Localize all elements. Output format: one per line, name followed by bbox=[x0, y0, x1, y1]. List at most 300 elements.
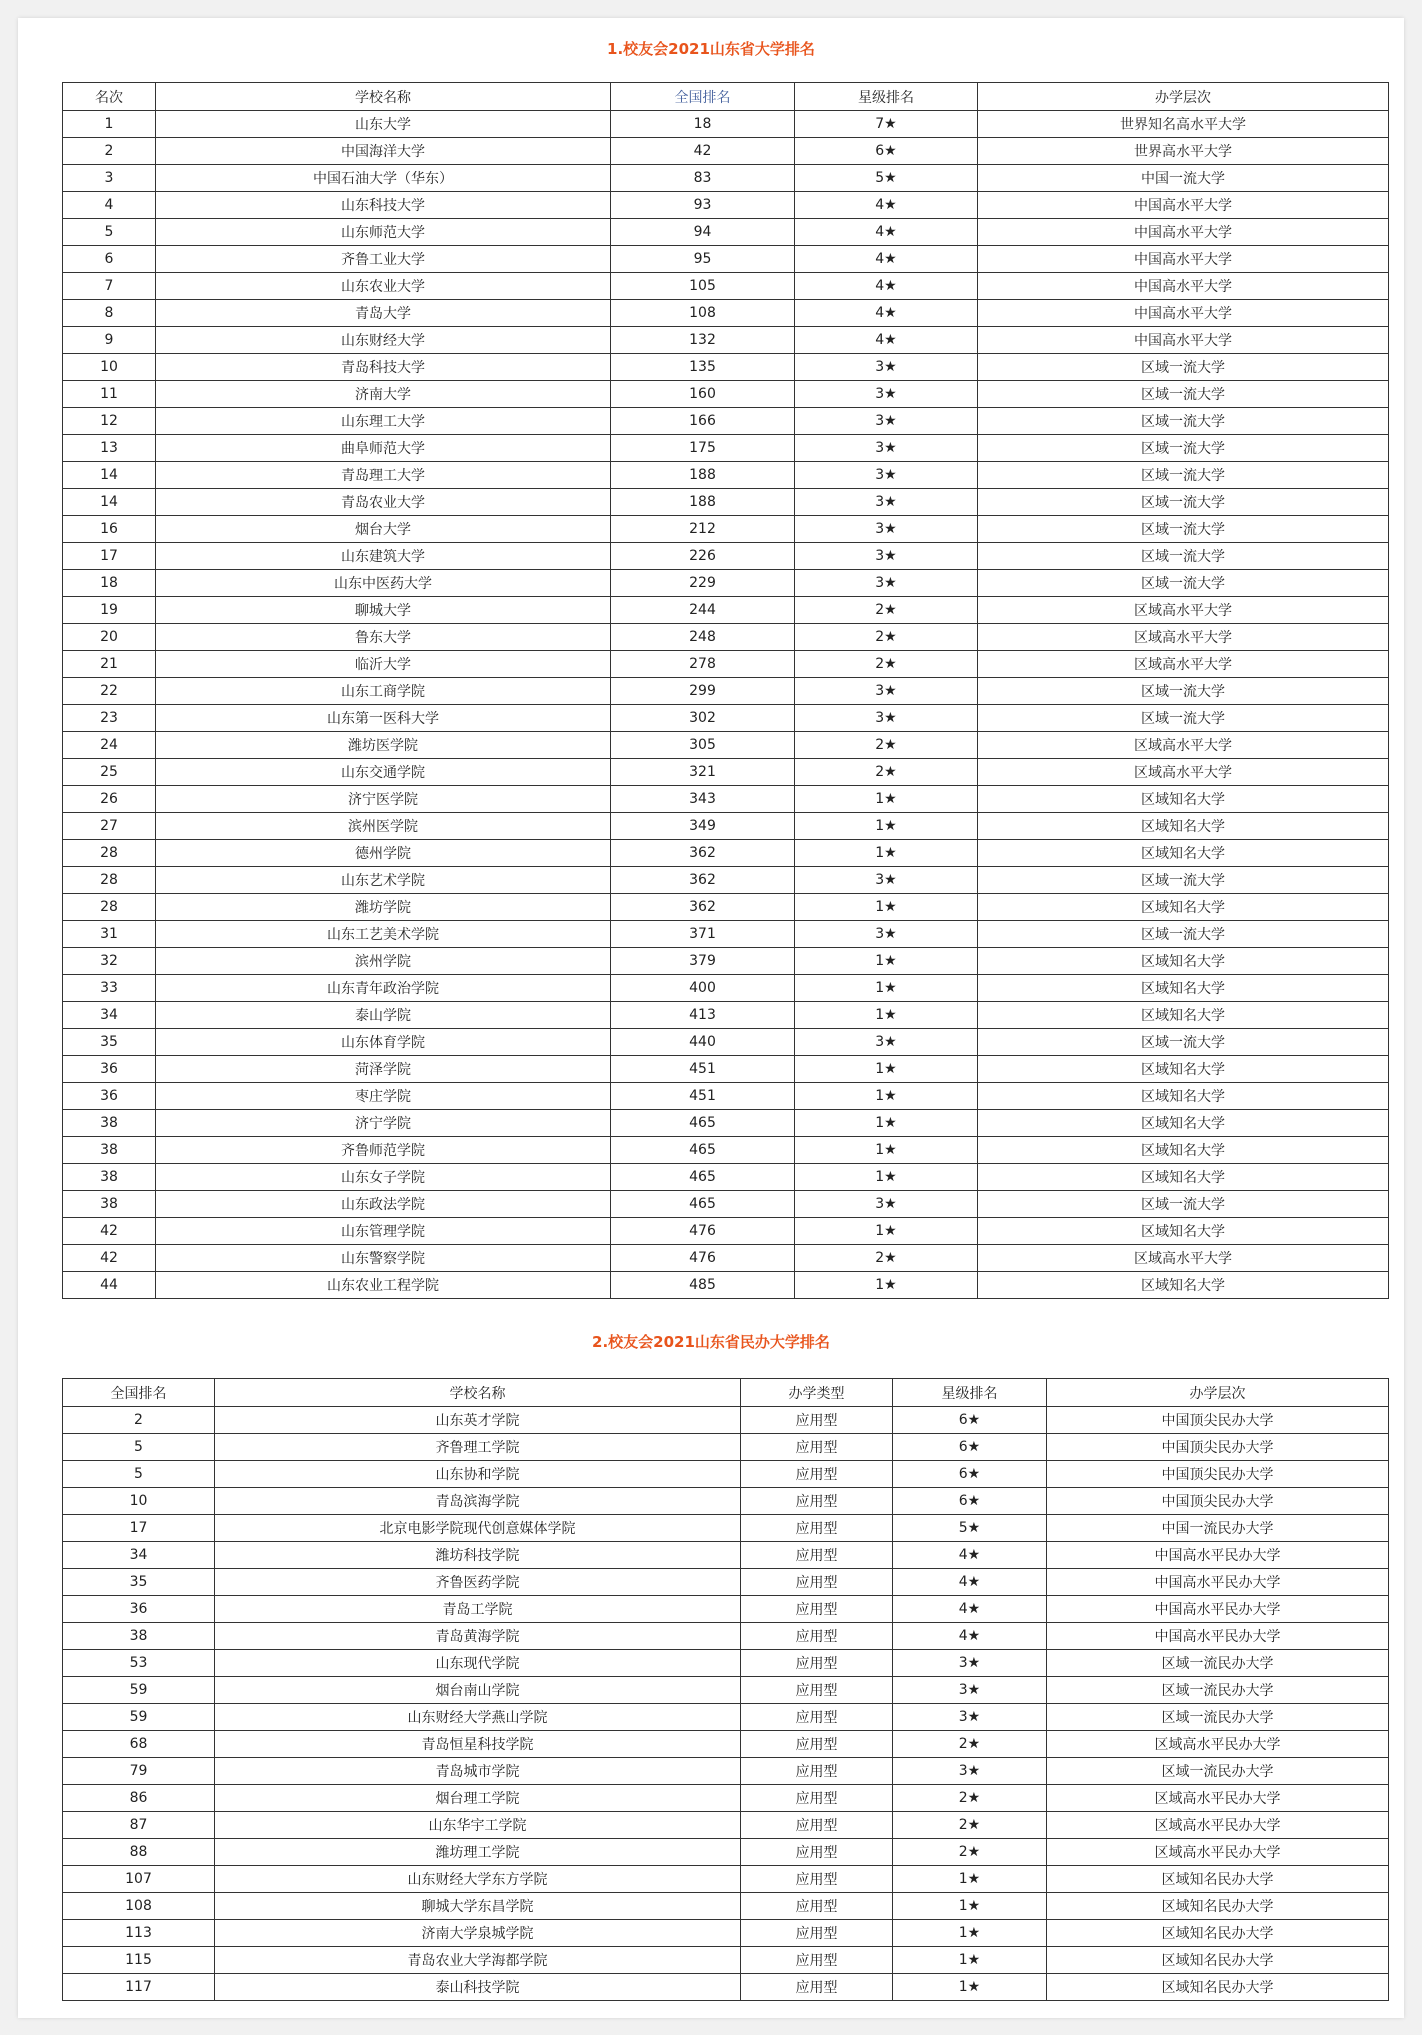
rank-cell: 9 bbox=[63, 327, 156, 354]
rank-cell: 2 bbox=[63, 138, 156, 165]
school-name-cell: 齐鲁师范学院 bbox=[156, 1137, 611, 1164]
school-level-cell: 区域知名大学 bbox=[978, 948, 1389, 975]
national-rank-cell: 5 bbox=[63, 1461, 215, 1488]
university-ranking-table bbox=[62, 82, 1389, 1299]
school-type-cell: 应用型 bbox=[741, 1812, 893, 1839]
national-rank-cell: 59 bbox=[63, 1677, 215, 1704]
table-row bbox=[63, 462, 1389, 489]
star-rank-cell: 1★ bbox=[893, 1974, 1047, 2001]
national-rank-cell: 108 bbox=[63, 1893, 215, 1920]
table-row bbox=[63, 165, 1389, 192]
rank-cell: 25 bbox=[63, 759, 156, 786]
header-school-name: 学校名称 bbox=[215, 1379, 741, 1407]
school-level-cell: 中国高水平大学 bbox=[978, 273, 1389, 300]
table-row bbox=[63, 1812, 1389, 1839]
table-row bbox=[63, 1596, 1389, 1623]
star-rank-cell: 4★ bbox=[893, 1596, 1047, 1623]
school-level-cell: 区域高水平民办大学 bbox=[1047, 1812, 1389, 1839]
school-name-cell: 鲁东大学 bbox=[156, 624, 611, 651]
school-name-cell: 山东英才学院 bbox=[215, 1407, 741, 1434]
rank-cell: 42 bbox=[63, 1245, 156, 1272]
school-name-cell: 青岛农业大学海都学院 bbox=[215, 1947, 741, 1974]
school-level-cell: 区域一流大学 bbox=[978, 516, 1389, 543]
national-rank-cell: 321 bbox=[611, 759, 795, 786]
table-header-row bbox=[63, 1379, 1389, 1407]
school-level-cell: 区域高水平大学 bbox=[978, 597, 1389, 624]
rank-cell: 11 bbox=[63, 381, 156, 408]
national-rank-cell: 465 bbox=[611, 1191, 795, 1218]
national-rank-cell: 188 bbox=[611, 462, 795, 489]
school-level-cell: 中国顶尖民办大学 bbox=[1047, 1434, 1389, 1461]
national-rank-cell: 451 bbox=[611, 1056, 795, 1083]
table-row bbox=[63, 1974, 1389, 2001]
table-row bbox=[63, 516, 1389, 543]
national-rank-cell: 94 bbox=[611, 219, 795, 246]
school-name-cell: 菏泽学院 bbox=[156, 1056, 611, 1083]
school-level-cell: 区域高水平民办大学 bbox=[1047, 1839, 1389, 1866]
national-rank-cell: 451 bbox=[611, 1083, 795, 1110]
school-level-cell: 区域一流民办大学 bbox=[1047, 1650, 1389, 1677]
star-rank-cell: 1★ bbox=[795, 975, 978, 1002]
table-row bbox=[63, 1272, 1389, 1299]
school-level-cell: 中国高水平民办大学 bbox=[1047, 1623, 1389, 1650]
school-level-cell: 中国高水平民办大学 bbox=[1047, 1569, 1389, 1596]
rank-cell: 38 bbox=[63, 1110, 156, 1137]
rank-cell: 38 bbox=[63, 1191, 156, 1218]
school-level-cell: 区域一流大学 bbox=[978, 705, 1389, 732]
school-level-cell: 区域一流大学 bbox=[978, 1029, 1389, 1056]
rank-cell: 26 bbox=[63, 786, 156, 813]
school-type-cell: 应用型 bbox=[741, 1461, 893, 1488]
school-type-cell: 应用型 bbox=[741, 1677, 893, 1704]
star-rank-cell: 5★ bbox=[893, 1515, 1047, 1542]
table-row bbox=[63, 1218, 1389, 1245]
star-rank-cell: 3★ bbox=[893, 1758, 1047, 1785]
star-rank-cell: 5★ bbox=[795, 165, 978, 192]
star-rank-cell: 2★ bbox=[893, 1839, 1047, 1866]
table-row bbox=[63, 1893, 1389, 1920]
school-name-cell: 山东建筑大学 bbox=[156, 543, 611, 570]
private-university-ranking-table bbox=[62, 1378, 1389, 2001]
rank-cell: 28 bbox=[63, 867, 156, 894]
private-university-ranking-body bbox=[63, 1407, 1389, 2001]
school-level-cell: 中国一流大学 bbox=[978, 165, 1389, 192]
school-name-cell: 德州学院 bbox=[156, 840, 611, 867]
table-row bbox=[63, 435, 1389, 462]
rank-cell: 22 bbox=[63, 678, 156, 705]
rank-cell: 21 bbox=[63, 651, 156, 678]
table-row bbox=[63, 354, 1389, 381]
national-rank-cell: 465 bbox=[611, 1137, 795, 1164]
national-rank-cell: 440 bbox=[611, 1029, 795, 1056]
school-name-cell: 青岛滨海学院 bbox=[215, 1488, 741, 1515]
school-name-cell: 山东管理学院 bbox=[156, 1218, 611, 1245]
section-2-title-text: 2.校友会2021山东省民办大学排名 bbox=[592, 1333, 830, 1351]
table-header-row bbox=[63, 83, 1389, 111]
star-rank-cell: 3★ bbox=[795, 678, 978, 705]
header-star-rank: 星级排名 bbox=[795, 83, 978, 111]
school-level-cell: 区域知名大学 bbox=[978, 1137, 1389, 1164]
school-name-cell: 山东华宇工学院 bbox=[215, 1812, 741, 1839]
table-row bbox=[63, 624, 1389, 651]
table-row bbox=[63, 1542, 1389, 1569]
school-level-cell: 中国顶尖民办大学 bbox=[1047, 1488, 1389, 1515]
school-level-cell: 区域高水平民办大学 bbox=[1047, 1731, 1389, 1758]
school-level-cell: 区域知名大学 bbox=[978, 1164, 1389, 1191]
rank-cell: 7 bbox=[63, 273, 156, 300]
national-rank-cell: 10 bbox=[63, 1488, 215, 1515]
star-rank-cell: 3★ bbox=[795, 543, 978, 570]
national-rank-cell: 107 bbox=[63, 1866, 215, 1893]
rank-cell: 14 bbox=[63, 489, 156, 516]
table-row bbox=[63, 138, 1389, 165]
rank-cell: 36 bbox=[63, 1056, 156, 1083]
school-name-cell: 山东女子学院 bbox=[156, 1164, 611, 1191]
school-name-cell: 山东理工大学 bbox=[156, 408, 611, 435]
school-name-cell: 滨州医学院 bbox=[156, 813, 611, 840]
rank-cell: 10 bbox=[63, 354, 156, 381]
school-level-cell: 区域知名民办大学 bbox=[1047, 1893, 1389, 1920]
star-rank-cell: 3★ bbox=[795, 1191, 978, 1218]
school-level-cell: 世界知名高水平大学 bbox=[978, 111, 1389, 138]
national-rank-cell: 166 bbox=[611, 408, 795, 435]
article-page bbox=[18, 18, 1404, 2018]
school-type-cell: 应用型 bbox=[741, 1569, 893, 1596]
table-row bbox=[63, 1137, 1389, 1164]
school-name-cell: 山东协和学院 bbox=[215, 1461, 741, 1488]
school-level-cell: 中国顶尖民办大学 bbox=[1047, 1407, 1389, 1434]
school-name-cell: 青岛农业大学 bbox=[156, 489, 611, 516]
table-row bbox=[63, 948, 1389, 975]
school-type-cell: 应用型 bbox=[741, 1650, 893, 1677]
rank-cell: 28 bbox=[63, 840, 156, 867]
rank-cell: 38 bbox=[63, 1164, 156, 1191]
rank-cell: 20 bbox=[63, 624, 156, 651]
school-type-cell: 应用型 bbox=[741, 1974, 893, 2001]
rank-cell: 36 bbox=[63, 1083, 156, 1110]
national-rank-cell: 88 bbox=[63, 1839, 215, 1866]
table-row bbox=[63, 867, 1389, 894]
national-rank-cell: 476 bbox=[611, 1218, 795, 1245]
school-name-cell: 济宁医学院 bbox=[156, 786, 611, 813]
table-row bbox=[63, 543, 1389, 570]
national-rank-cell: 226 bbox=[611, 543, 795, 570]
school-name-cell: 临沂大学 bbox=[156, 651, 611, 678]
star-rank-cell: 7★ bbox=[795, 111, 978, 138]
star-rank-cell: 6★ bbox=[893, 1488, 1047, 1515]
school-name-cell: 山东大学 bbox=[156, 111, 611, 138]
school-type-cell: 应用型 bbox=[741, 1407, 893, 1434]
school-type-cell: 应用型 bbox=[741, 1920, 893, 1947]
table-row bbox=[63, 732, 1389, 759]
star-rank-cell: 1★ bbox=[893, 1893, 1047, 1920]
school-level-cell: 区域知名民办大学 bbox=[1047, 1920, 1389, 1947]
school-level-cell: 区域知名大学 bbox=[978, 1083, 1389, 1110]
national-rank-cell: 379 bbox=[611, 948, 795, 975]
table-row bbox=[63, 219, 1389, 246]
rank-cell: 17 bbox=[63, 543, 156, 570]
school-level-cell: 区域知名民办大学 bbox=[1047, 1947, 1389, 1974]
table-row bbox=[63, 1245, 1389, 1272]
table-row bbox=[63, 1164, 1389, 1191]
school-level-cell: 区域知名大学 bbox=[978, 1002, 1389, 1029]
school-type-cell: 应用型 bbox=[741, 1623, 893, 1650]
table-row bbox=[63, 1758, 1389, 1785]
table-row bbox=[63, 570, 1389, 597]
header-national-rank-link[interactable]: 全国排名 bbox=[611, 83, 795, 111]
national-rank-cell: 17 bbox=[63, 1515, 215, 1542]
table-row bbox=[63, 1785, 1389, 1812]
national-rank-cell: 485 bbox=[611, 1272, 795, 1299]
header-star-rank: 星级排名 bbox=[893, 1379, 1047, 1407]
table-row bbox=[63, 381, 1389, 408]
national-rank-cell: 188 bbox=[611, 489, 795, 516]
star-rank-cell: 3★ bbox=[795, 354, 978, 381]
school-type-cell: 应用型 bbox=[741, 1596, 893, 1623]
national-rank-cell: 212 bbox=[611, 516, 795, 543]
national-rank-cell: 36 bbox=[63, 1596, 215, 1623]
school-type-cell: 应用型 bbox=[741, 1839, 893, 1866]
national-rank-cell: 105 bbox=[611, 273, 795, 300]
school-name-cell: 泰山学院 bbox=[156, 1002, 611, 1029]
school-name-cell: 烟台大学 bbox=[156, 516, 611, 543]
school-name-cell: 济宁学院 bbox=[156, 1110, 611, 1137]
school-name-cell: 北京电影学院现代创意媒体学院 bbox=[215, 1515, 741, 1542]
table-row bbox=[63, 597, 1389, 624]
section-2-title bbox=[18, 1331, 1404, 1352]
table-row bbox=[63, 1569, 1389, 1596]
star-rank-cell: 1★ bbox=[795, 840, 978, 867]
school-level-cell: 区域一流大学 bbox=[978, 543, 1389, 570]
table-row bbox=[63, 1029, 1389, 1056]
school-name-cell: 山东科技大学 bbox=[156, 192, 611, 219]
national-rank-cell: 108 bbox=[611, 300, 795, 327]
national-rank-cell: 68 bbox=[63, 1731, 215, 1758]
national-rank-cell: 465 bbox=[611, 1164, 795, 1191]
school-level-cell: 区域一流大学 bbox=[978, 570, 1389, 597]
star-rank-cell: 1★ bbox=[795, 948, 978, 975]
header-rank: 名次 bbox=[63, 83, 156, 111]
table-row bbox=[63, 1920, 1389, 1947]
table-row bbox=[63, 1515, 1389, 1542]
rank-cell: 12 bbox=[63, 408, 156, 435]
school-name-cell: 青岛工学院 bbox=[215, 1596, 741, 1623]
school-type-cell: 应用型 bbox=[741, 1488, 893, 1515]
table-row bbox=[63, 1083, 1389, 1110]
header-national-rank: 全国排名 bbox=[63, 1379, 215, 1407]
star-rank-cell: 6★ bbox=[893, 1407, 1047, 1434]
star-rank-cell: 4★ bbox=[893, 1542, 1047, 1569]
star-rank-cell: 2★ bbox=[795, 759, 978, 786]
school-level-cell: 区域一流大学 bbox=[978, 381, 1389, 408]
school-level-cell: 区域一流大学 bbox=[978, 921, 1389, 948]
national-rank-cell: 87 bbox=[63, 1812, 215, 1839]
rank-cell: 14 bbox=[63, 462, 156, 489]
star-rank-cell: 3★ bbox=[893, 1677, 1047, 1704]
school-level-cell: 中国高水平民办大学 bbox=[1047, 1596, 1389, 1623]
national-rank-cell: 362 bbox=[611, 840, 795, 867]
star-rank-cell: 1★ bbox=[795, 813, 978, 840]
national-rank-cell: 229 bbox=[611, 570, 795, 597]
table-row bbox=[63, 1677, 1389, 1704]
table-row bbox=[63, 705, 1389, 732]
table-row bbox=[63, 1947, 1389, 1974]
national-rank-cell: 113 bbox=[63, 1920, 215, 1947]
school-level-cell: 区域高水平大学 bbox=[978, 732, 1389, 759]
star-rank-cell: 3★ bbox=[795, 516, 978, 543]
school-level-cell: 区域高水平大学 bbox=[978, 759, 1389, 786]
star-rank-cell: 6★ bbox=[795, 138, 978, 165]
star-rank-cell: 3★ bbox=[795, 408, 978, 435]
school-type-cell: 应用型 bbox=[741, 1515, 893, 1542]
star-rank-cell: 4★ bbox=[893, 1623, 1047, 1650]
school-level-cell: 区域知名大学 bbox=[978, 1056, 1389, 1083]
school-level-cell: 区域一流大学 bbox=[978, 462, 1389, 489]
national-rank-cell: 95 bbox=[611, 246, 795, 273]
rank-cell: 5 bbox=[63, 219, 156, 246]
school-name-cell: 枣庄学院 bbox=[156, 1083, 611, 1110]
star-rank-cell: 1★ bbox=[795, 1272, 978, 1299]
school-name-cell: 山东现代学院 bbox=[215, 1650, 741, 1677]
rank-cell: 33 bbox=[63, 975, 156, 1002]
school-name-cell: 山东师范大学 bbox=[156, 219, 611, 246]
national-rank-cell: 34 bbox=[63, 1542, 215, 1569]
national-rank-cell: 299 bbox=[611, 678, 795, 705]
table-row bbox=[63, 1056, 1389, 1083]
school-type-cell: 应用型 bbox=[741, 1758, 893, 1785]
school-name-cell: 山东中医药大学 bbox=[156, 570, 611, 597]
table-row bbox=[63, 300, 1389, 327]
school-type-cell: 应用型 bbox=[741, 1893, 893, 1920]
national-rank-cell: 476 bbox=[611, 1245, 795, 1272]
star-rank-cell: 1★ bbox=[795, 1002, 978, 1029]
rank-cell: 23 bbox=[63, 705, 156, 732]
national-rank-cell: 115 bbox=[63, 1947, 215, 1974]
star-rank-cell: 3★ bbox=[893, 1650, 1047, 1677]
national-rank-cell: 175 bbox=[611, 435, 795, 462]
star-rank-cell: 3★ bbox=[795, 570, 978, 597]
school-name-cell: 潍坊科技学院 bbox=[215, 1542, 741, 1569]
national-rank-cell: 465 bbox=[611, 1110, 795, 1137]
school-level-cell: 中国顶尖民办大学 bbox=[1047, 1461, 1389, 1488]
table-row bbox=[63, 1650, 1389, 1677]
star-rank-cell: 1★ bbox=[893, 1947, 1047, 1974]
section-1-title bbox=[18, 38, 1404, 59]
school-name-cell: 泰山科技学院 bbox=[215, 1974, 741, 2001]
school-level-cell: 区域高水平大学 bbox=[978, 651, 1389, 678]
school-level-cell: 区域一流大学 bbox=[978, 678, 1389, 705]
school-type-cell: 应用型 bbox=[741, 1704, 893, 1731]
school-level-cell: 世界高水平大学 bbox=[978, 138, 1389, 165]
star-rank-cell: 3★ bbox=[795, 489, 978, 516]
table-row bbox=[63, 1866, 1389, 1893]
national-rank-cell: 305 bbox=[611, 732, 795, 759]
star-rank-cell: 4★ bbox=[795, 219, 978, 246]
school-level-cell: 区域一流大学 bbox=[978, 408, 1389, 435]
school-level-cell: 区域知名民办大学 bbox=[1047, 1866, 1389, 1893]
school-name-cell: 潍坊医学院 bbox=[156, 732, 611, 759]
national-rank-cell: 349 bbox=[611, 813, 795, 840]
rank-cell: 19 bbox=[63, 597, 156, 624]
school-name-cell: 青岛黄海学院 bbox=[215, 1623, 741, 1650]
rank-cell: 35 bbox=[63, 1029, 156, 1056]
school-level-cell: 区域知名大学 bbox=[978, 1110, 1389, 1137]
national-rank-cell: 371 bbox=[611, 921, 795, 948]
national-rank-cell: 160 bbox=[611, 381, 795, 408]
rank-cell: 42 bbox=[63, 1218, 156, 1245]
table-row bbox=[63, 651, 1389, 678]
rank-cell: 34 bbox=[63, 1002, 156, 1029]
rank-cell: 16 bbox=[63, 516, 156, 543]
national-rank-cell: 35 bbox=[63, 1569, 215, 1596]
table-row bbox=[63, 408, 1389, 435]
national-rank-cell: 53 bbox=[63, 1650, 215, 1677]
table-row bbox=[63, 786, 1389, 813]
national-rank-cell: 362 bbox=[611, 867, 795, 894]
national-rank-cell: 59 bbox=[63, 1704, 215, 1731]
table-row bbox=[63, 813, 1389, 840]
school-name-cell: 青岛理工大学 bbox=[156, 462, 611, 489]
star-rank-cell: 1★ bbox=[795, 894, 978, 921]
school-level-cell: 区域知名大学 bbox=[978, 1272, 1389, 1299]
national-rank-cell: 79 bbox=[63, 1758, 215, 1785]
school-level-cell: 中国一流民办大学 bbox=[1047, 1515, 1389, 1542]
school-name-cell: 聊城大学东昌学院 bbox=[215, 1893, 741, 1920]
school-name-cell: 山东政法学院 bbox=[156, 1191, 611, 1218]
header-school-name: 学校名称 bbox=[156, 83, 611, 111]
rank-cell: 3 bbox=[63, 165, 156, 192]
star-rank-cell: 4★ bbox=[795, 300, 978, 327]
header-school-level: 办学层次 bbox=[1047, 1379, 1389, 1407]
table-row bbox=[63, 1407, 1389, 1434]
school-level-cell: 区域一流大学 bbox=[978, 354, 1389, 381]
school-name-cell: 聊城大学 bbox=[156, 597, 611, 624]
national-rank-cell: 86 bbox=[63, 1785, 215, 1812]
star-rank-cell: 4★ bbox=[795, 327, 978, 354]
national-rank-cell: 135 bbox=[611, 354, 795, 381]
school-name-cell: 山东财经大学 bbox=[156, 327, 611, 354]
school-name-cell: 山东财经大学东方学院 bbox=[215, 1866, 741, 1893]
national-rank-cell: 244 bbox=[611, 597, 795, 624]
table-row bbox=[63, 840, 1389, 867]
star-rank-cell: 6★ bbox=[893, 1461, 1047, 1488]
school-type-cell: 应用型 bbox=[741, 1542, 893, 1569]
school-name-cell: 齐鲁理工学院 bbox=[215, 1434, 741, 1461]
table-row bbox=[63, 1839, 1389, 1866]
table-row bbox=[63, 975, 1389, 1002]
school-level-cell: 区域一流民办大学 bbox=[1047, 1677, 1389, 1704]
national-rank-cell: 302 bbox=[611, 705, 795, 732]
star-rank-cell: 6★ bbox=[893, 1434, 1047, 1461]
national-rank-cell: 93 bbox=[611, 192, 795, 219]
school-level-cell: 区域知名大学 bbox=[978, 786, 1389, 813]
star-rank-cell: 1★ bbox=[795, 1164, 978, 1191]
national-rank-cell: 38 bbox=[63, 1623, 215, 1650]
header-school-type: 办学类型 bbox=[741, 1379, 893, 1407]
rank-cell: 8 bbox=[63, 300, 156, 327]
star-rank-cell: 4★ bbox=[795, 246, 978, 273]
school-name-cell: 青岛恒星科技学院 bbox=[215, 1731, 741, 1758]
national-rank-cell: 343 bbox=[611, 786, 795, 813]
school-name-cell: 山东青年政治学院 bbox=[156, 975, 611, 1002]
national-rank-cell: 132 bbox=[611, 327, 795, 354]
star-rank-cell: 2★ bbox=[893, 1785, 1047, 1812]
national-rank-cell: 400 bbox=[611, 975, 795, 1002]
school-name-cell: 曲阜师范大学 bbox=[156, 435, 611, 462]
star-rank-cell: 2★ bbox=[893, 1731, 1047, 1758]
table-row bbox=[63, 1461, 1389, 1488]
rank-cell: 38 bbox=[63, 1137, 156, 1164]
